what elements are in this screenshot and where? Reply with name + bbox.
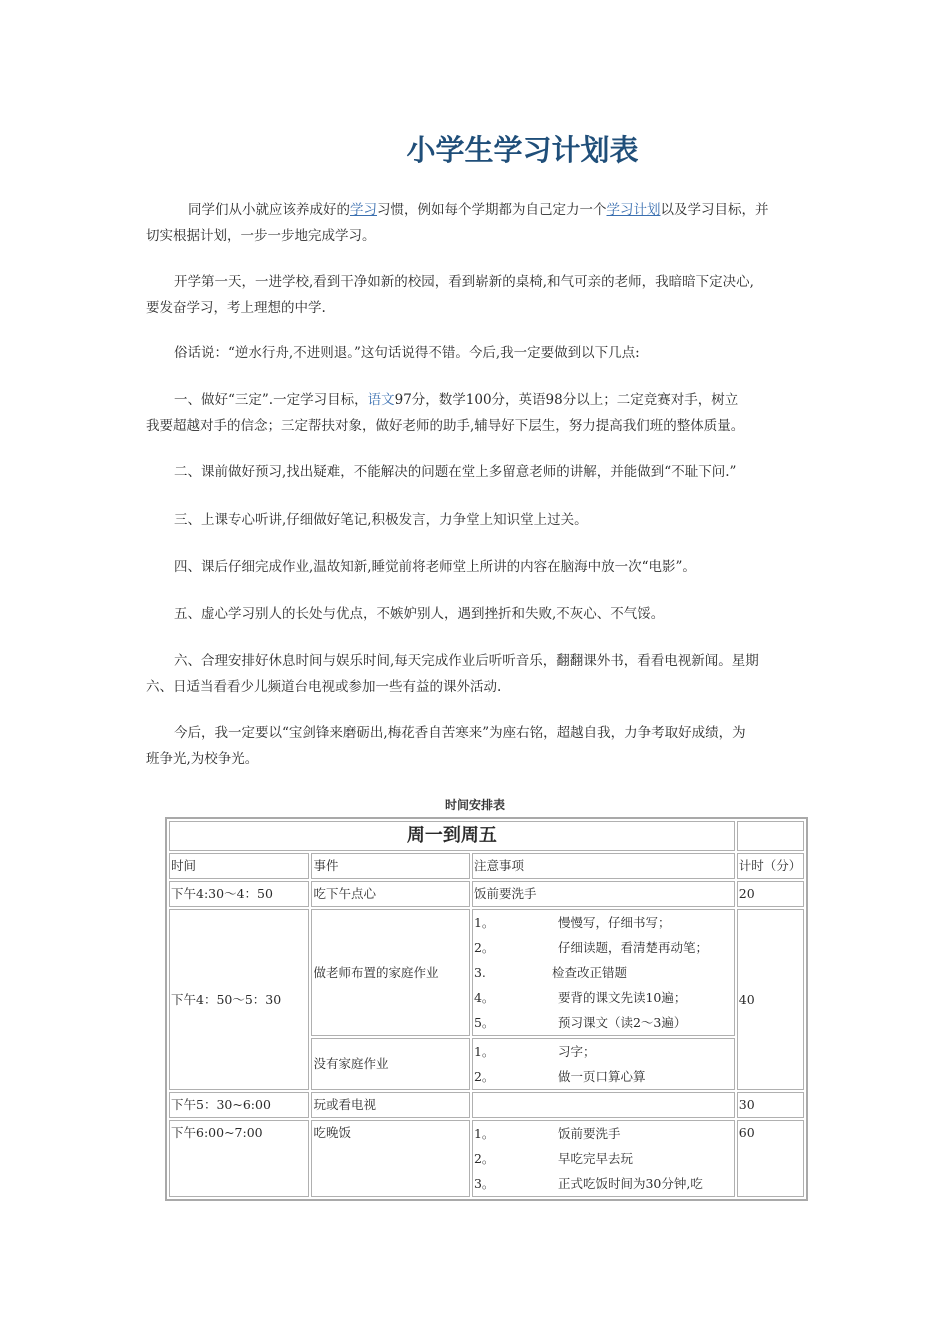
table-row	[169, 881, 804, 907]
schedule-table	[165, 817, 808, 1201]
note-item	[474, 1171, 733, 1196]
table-row	[169, 1120, 804, 1197]
table-heading-empty-cell	[737, 821, 804, 851]
cell-notes	[472, 1092, 735, 1118]
cell-event: 没有家庭作业	[311, 1038, 470, 1090]
cell-notes	[472, 909, 735, 1036]
column-header-minutes: 计时（分）	[737, 853, 804, 879]
note-text: 做一页口算心算	[557, 1069, 646, 1084]
note-item	[474, 1039, 733, 1064]
paragraph-first-day-line2: 要发奋学习，考上理想的中学.	[146, 300, 326, 316]
note-item	[474, 1146, 733, 1171]
point-1-text-a: 一、做好“三定”.一定学习目标，	[174, 392, 368, 408]
note-number: 2。	[473, 940, 495, 955]
intro-text-a: 同学们从小就应该养成好的	[188, 202, 350, 218]
intro-text-c: 以及学习目标，并	[660, 202, 769, 218]
cell-event: 吃下午点心	[311, 881, 470, 907]
page-title: 小学生学习计划表	[406, 133, 639, 167]
table-caption: 时间安排表	[444, 798, 505, 812]
cell-time: 下午4：50～5：30	[169, 909, 309, 1090]
cell-time: 下午5：30~6:00	[169, 1092, 309, 1118]
cell-event: 玩或看电视	[311, 1092, 470, 1118]
table-row	[169, 1092, 804, 1118]
point-6-line2: 六、日适当看看少儿频道台电视或参加一些有益的课外活动.	[146, 679, 502, 695]
paragraph-point-2	[146, 459, 806, 485]
note-item	[474, 935, 733, 960]
intro-text-d: 切实根据计划，一步一步地完成学习。	[146, 228, 376, 244]
paragraph-conclusion	[146, 720, 806, 772]
conclusion-line1: 今后，我一定要以“宝剑锋来磨砺出,梅花香自苦寒来”为座右铭，超越自我，力争考取好成绩，为	[174, 725, 746, 741]
point-1-text-c: 我要超越对手的信念；三定帮扶对象，做好老师的助手,辅导好下层生，努力提高我们班的整体质量。	[146, 418, 745, 434]
paragraph-point-6	[146, 648, 806, 700]
paragraph-point-3	[146, 507, 806, 533]
cell-time: 下午6:00~7:00	[169, 1120, 309, 1197]
note-number: 1。	[473, 915, 495, 930]
cell-notes: 饭前要洗手	[472, 881, 735, 907]
note-text: 要背的课文先读10遍；	[557, 990, 687, 1005]
paragraph-point-1	[146, 387, 806, 439]
note-text: 慢慢写，仔细书写；	[557, 915, 671, 930]
cell-minutes: 60	[737, 1120, 804, 1197]
paragraph-point-5	[146, 601, 806, 627]
note-item	[474, 985, 733, 1010]
note-number: 2。	[473, 1151, 495, 1166]
note-text: 仔细读题，看清楚再动笔；	[557, 940, 708, 955]
note-item	[474, 960, 733, 985]
column-header-notes: 注意事项	[472, 853, 735, 879]
table-header-row	[169, 853, 804, 879]
note-number: 1。	[473, 1126, 495, 1141]
paragraph-proverb-text: 俗话说：“逆水行舟,不进则退。”这句话说得不错。今后,我一定要做到以下几点:	[174, 345, 640, 361]
cell-event: 吃晚饭	[311, 1120, 470, 1197]
note-item	[474, 1121, 733, 1146]
paragraph-first-day	[146, 269, 806, 321]
note-text: 早吃完早去玩	[557, 1151, 633, 1166]
note-text: 检查改正错题	[551, 965, 627, 980]
study-link[interactable]: 学习	[350, 202, 377, 218]
note-number: 5。	[473, 1015, 495, 1030]
point-6-line1: 六、合理安排好休息时间与娱乐时间,每天完成作业后听听音乐，翻翻课外书，看看电视新闻。星期	[174, 653, 759, 669]
cell-minutes: 20	[737, 881, 804, 907]
note-number: 1。	[473, 1044, 495, 1059]
note-item	[474, 1064, 733, 1089]
point-1-text-b: 97分，数学100分，英语98分以上；二定竞赛对手，树立	[394, 392, 739, 408]
point-2-text: 二、课前做好预习,找出疑难，不能解决的问题在堂上多留意老师的讲解，并能做到“不耻下问.”	[174, 464, 737, 480]
note-number: 3.	[473, 965, 486, 980]
cell-event: 做老师布置的家庭作业	[311, 909, 470, 1036]
note-text: 预习课文（读2～3遍）	[557, 1015, 687, 1030]
table-heading-row	[169, 821, 804, 851]
study-plan-link[interactable]: 学习计划	[606, 202, 661, 218]
paragraph-proverb	[146, 340, 806, 366]
cell-notes	[472, 1120, 735, 1197]
cell-notes	[472, 1038, 735, 1090]
note-number: 3。	[473, 1176, 495, 1191]
table-heading: 周一到周五	[169, 821, 735, 851]
point-4-text: 四、课后仔细完成作业,温故知新,睡觉前将老师堂上所讲的内容在脑海中放一次“电影”。	[174, 559, 696, 575]
note-item	[474, 1010, 733, 1035]
conclusion-line2: 班争光,为校争光。	[146, 751, 259, 767]
note-text: 正式吃饭时间为30分钟,吃	[557, 1176, 703, 1191]
note-number: 2。	[473, 1069, 495, 1084]
note-item	[474, 910, 733, 935]
paragraph-point-4	[146, 554, 806, 580]
cell-minutes: 40	[737, 909, 804, 1090]
column-header-time: 时间	[169, 853, 309, 879]
point-3-text: 三、上课专心听讲,仔细做好笔记,积极发言，力争堂上知识堂上过关。	[174, 512, 588, 528]
point-5-text: 五、虚心学习别人的长处与优点，不嫉妒别人，遇到挫折和失败,不灰心、不气馁。	[174, 606, 665, 622]
note-text: 习字；	[557, 1044, 596, 1059]
cell-minutes: 30	[737, 1092, 804, 1118]
note-text: 饭前要洗手	[557, 1126, 621, 1141]
cell-time: 下午4:30～4：50	[169, 881, 309, 907]
note-number: 4。	[473, 990, 495, 1005]
intro-text-b: 习惯，例如每个学期都为自己定力一个	[377, 202, 607, 218]
table-row	[169, 909, 804, 1036]
column-header-event: 事件	[311, 853, 470, 879]
paragraph-first-day-line1: 开学第一天，一进学校,看到干净如新的校园，看到崭新的桌椅,和气可亲的老师，我暗暗下定决心,	[174, 274, 754, 290]
chinese-link[interactable]: 语文	[367, 392, 395, 408]
intro-paragraph	[146, 197, 806, 249]
